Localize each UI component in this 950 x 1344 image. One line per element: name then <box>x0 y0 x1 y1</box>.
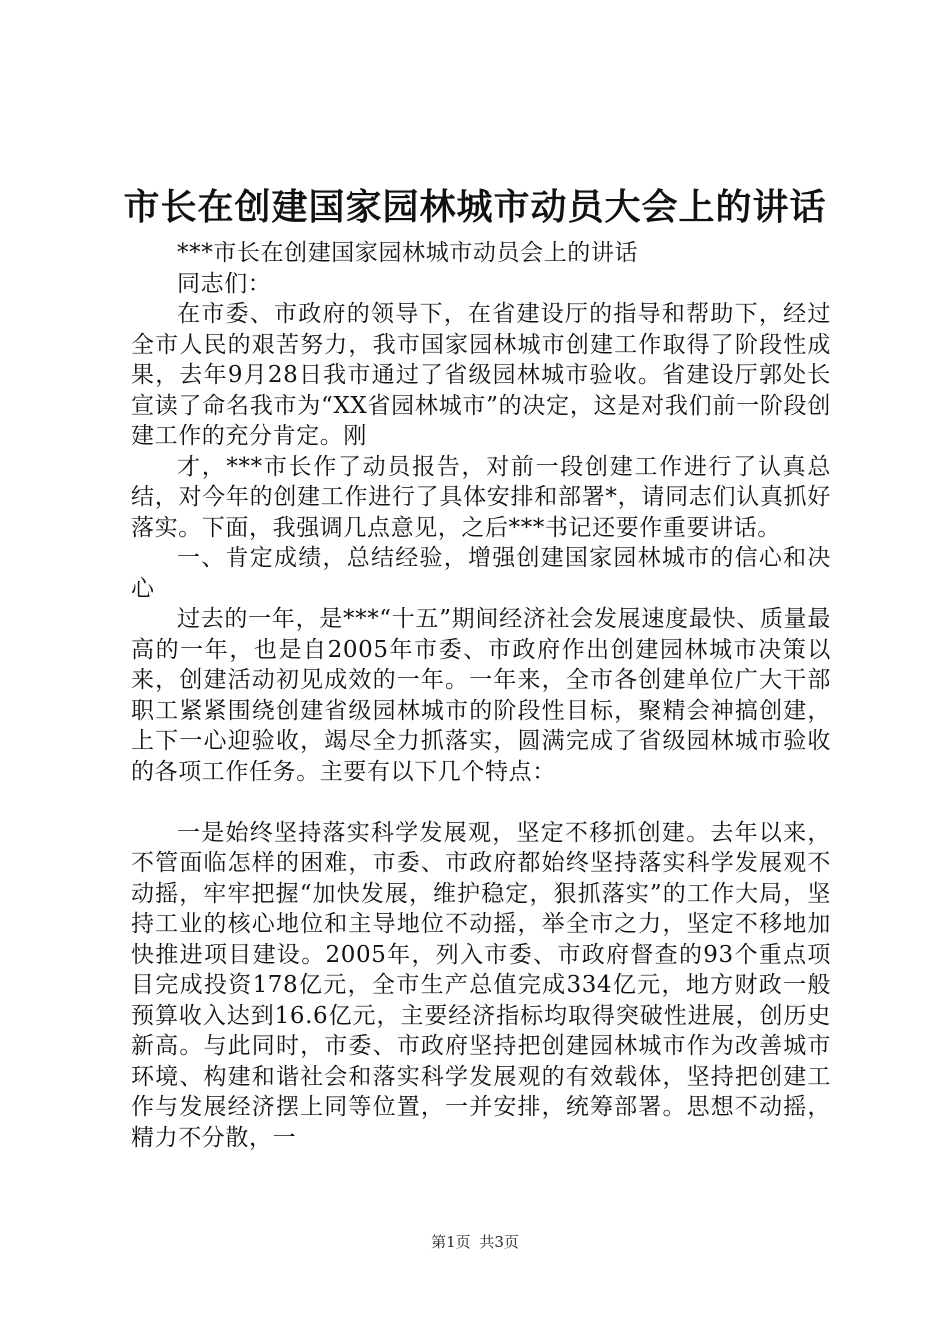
body-paragraph: 才，***市长作了动员报告，对前一段创建工作进行了认真总结，对今年的创建工作进行了具体安排和部署*，请同志们认真抓好落实。下面，我强调几点意见，之后***书记还要作重要讲话。 <box>131 453 831 541</box>
body-paragraph: 过去的一年，是***“十五”期间经济社会发展速度最快、质量最高的一年，也是自2005年市委、市政府作出创建园林城市决策以来，创建活动初见成效的一年。一年来，全市各创建单位广大干部职工紧紧围绕创建省级园林城市的阶段性目标，聚精会神搞创建，上下一心迎验收，竭尽全力抓落实，圆满完成了省级园林城市验收的各项工作任务。主要有以下几个特点： <box>131 606 831 785</box>
salutation: 同志们： <box>177 270 272 297</box>
document-title: 市长在创建国家园林城市动员大会上的讲话 <box>123 186 827 228</box>
document-body <box>131 238 831 1153</box>
total-pages: 共3页 <box>479 1233 519 1251</box>
subtitle-line: ***市长在创建国家园林城市动员会上的讲话 <box>177 240 639 266</box>
body-paragraph: 一是始终坚持落实科学发展观，坚定不移抓创建。去年以来，不管面临怎样的困难，市委、市政府都始终坚持落实科学发展观不动摇，牢牢把握“加快发展，维护稳定，狠抓落实”的工作大局，坚持工业的核心地位和主导地位不动摇，举全市之力，坚定不移地加快推进项目建设。2005年，列入市委、市政府督查的93个重点项目完成投资178亿元，全市生产总值完成334亿元，地方财政一般预算收入达到16.6亿元，主要经济指标均取得突破性进展，创历史新高。与此同时，市委、市政府坚持把创建园林城市作为改善城市环境、构建和谐社会和落实科学发展观的有效载体，坚持把创建工作与发展经济摆上同等位置，一并安排，统筹部署。思想不动摇，精力不分散，一 <box>131 819 831 1151</box>
page-footer <box>0 1232 950 1252</box>
body-paragraph: 在市委、市政府的领导下，在省建设厅的指导和帮助下，经过全市人民的艰苦努力，我市国家园林城市创建工作取得了阶段性成果，去年9月28日我市通过了省级园林城市验收。省建设厅郭处长宣读了命名我市为“XX省园林城市”的决定，这是对我们前一阶段创建工作的充分肯定。刚 <box>131 301 831 449</box>
section-heading: 一、肯定成绩，总结经验，增强创建国家园林城市的信心和决心 <box>131 545 831 602</box>
page-number: 第1页 <box>431 1233 471 1251</box>
